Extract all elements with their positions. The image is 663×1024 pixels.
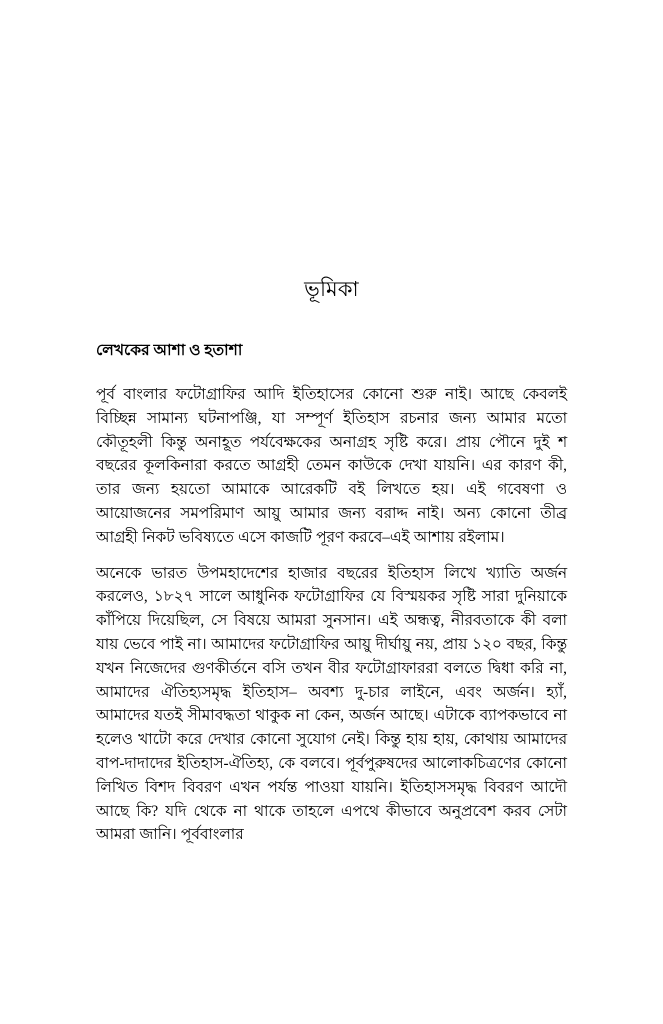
body-paragraph-2: অনেকে ভারত উপমহাদেশের হাজার বছরের ইতিহাস লিখে খ্যাতি অর্জন করলেও, ১৮২৭ সালে আধুনিক ফটোগ্রাফির যে বিস্ময়কর সৃষ্টি সারা দুনিয়াকে কাঁপিয়ে দিয়েছিল, সে বিষয়ে আমরা সুনসান। এই অন্ধত্ব, নীরবতাকে কী বলা যায় ভেবে পাই না। আমাদের ফটোগ্রাফির আয়ু দীর্ঘায়ু নয়, প্রায় ১২০ বছর, কিন্তু যখন নিজেদের গুণকীর্তনে বসি তখন বীর ফটোগ্রাফাররা বলতে দ্বিধা করি না, আমাদের ঐতিহ্যসমৃদ্ধ ইতিহাস– অবশ্য দু-চার লাইনে, এবং অর্জন। হ্যাঁ, আমাদের যতই সীমাবদ্ধতা থাকুক না কেন, অর্জন আছে। এটাকে ব্যাপকভাবে না হলেও খাটো করে দেখার কোনো সুযোগ নেই। কিন্তু হায় হায়, কোথায় আমাদের বাপ-দাদাদের ইতিহাস-ঐতিহ্য, কে বলবে। পূর্বপুরুষদের আলোকচিত্রণের কোনো লিখিত বিশদ বিবরণ এখন পর্যন্ত পাওয়া যায়নি। ইতিহাসসমৃদ্ধ বিবরণ আদৌ আছে কি? যদি থেকে না থাকে তাহলে এপথে কীভাবে অনুপ্রবেশ করব সেটা আমরা জানি। পূর্ববাংলার xyxy=(96,564,567,844)
section-heading: লেখকের আশা ও হতাশা xyxy=(96,342,243,359)
page-content-column xyxy=(96,0,567,847)
page-title: ভূমিকা xyxy=(304,277,359,301)
body-paragraph-1: পূর্ব বাংলার ফটোগ্রাফির আদি ইতিহাসের কোনো শুরু নাই। আছে কেবলই বিচ্ছিন্ন সামান্য ঘটনাপঞ্জি, যা সম্পূর্ণ ইতিহাস রচনার জন্য আমার মতো কৌতূহলী কিন্তু অনাহূত পর্যবেক্ষকের অনাগ্রহ সৃষ্টি করে। প্রায় পৌনে দুই শ বছরের কূলকিনারা করতে আগ্রহী তেমন কাউকে দেখা যায়নি। এর কারণ কী, তার জন্য হয়তো আমাকে আরেকটি বই লিখতে হয়। এই গবেষণা ও আয়োজনের সমপরিমাণ আয়ু আমার জন্য বরাদ্দ নাই। অন্য কোনো তীব্র আগ্রহী নিকট ভবিষ্যতে এসে কাজটি পূরণ করবে–এই আশায় রইলাম। xyxy=(96,386,567,546)
